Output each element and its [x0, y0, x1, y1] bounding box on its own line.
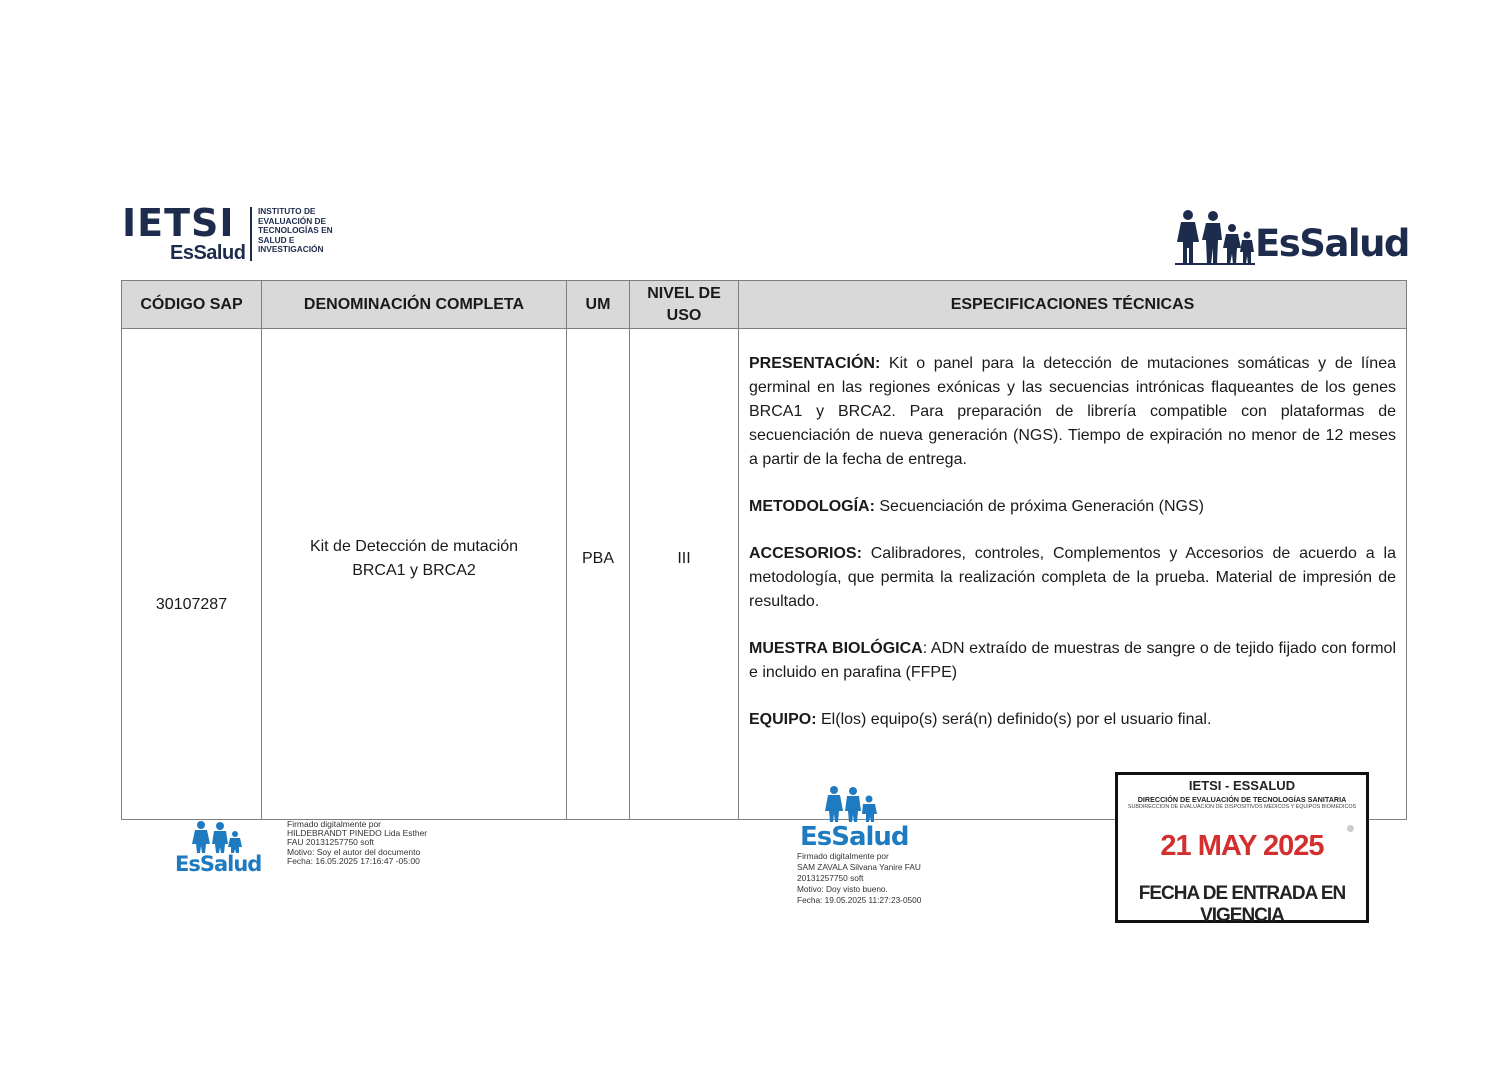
ietsi-logo-divider [250, 207, 252, 261]
essalud-logo [1175, 208, 1409, 268]
table-header-row [122, 281, 1407, 329]
spec-label: ACCESORIOS: [749, 545, 862, 562]
signature2-text [797, 851, 921, 906]
spec-text: Kit o panel para la detección de mutaciones somáticas y de línea germinal en las regiones exónicas y las secuencias intrónicas flaqueantes de los genes BRCA1 y BRCA2. Para preparación de librería compatible con plataformas de secuenciación de nueva generación (NGS). Tiempo de expiración no menor de 12 meses a partir de la fecha de entrega. [749, 355, 1396, 468]
spec-label: METODOLOGÍA: [749, 498, 875, 515]
signature-line: Firmado digitalmente por [797, 851, 889, 861]
header-codigo-sap: CÓDIGO SAP [122, 281, 262, 329]
family-figures-icon [1175, 208, 1255, 266]
signature2-logo [800, 785, 909, 853]
spec-presentacion [749, 352, 1396, 472]
spec-label: PRESENTACIÓN: [749, 355, 881, 372]
signature-line: Fecha: 19.05.2025 11:27:23-0500 [797, 895, 922, 905]
cell-codigo-sap: 30107287 [122, 329, 262, 820]
ietsi-logo-word: IETSI [122, 201, 235, 245]
denominacion-line: Kit de Detección de mutación [309, 538, 519, 555]
ietsi-logo-description [258, 207, 358, 255]
ietsi-desc-line: INSTITUTO DE [258, 206, 316, 216]
family-figures-icon [191, 820, 273, 854]
signature-line: HILDEBRANDT PINEDO Lida Esther [287, 828, 428, 839]
signature1-logo [175, 820, 262, 876]
spec-text: : ADN extraído de muestras de sangre o de tejido fijado con formol e incluido en parafina (FFPE) [749, 640, 1397, 681]
signature1-logo-word: EsSalud [175, 852, 262, 876]
ietsi-desc-line: EVALUACIÓN DE [258, 215, 327, 226]
spec-muestra-biologica [749, 637, 1396, 685]
stamp-caption: FECHA DE ENTRADA EN VIGENCIA [1138, 883, 1346, 926]
essalud-logo-word: EsSalud [1255, 222, 1409, 265]
spec-equipo [749, 708, 1396, 732]
cell-um: PBA [567, 329, 630, 820]
signature-line: Motivo: Soy el autor del documento [287, 846, 421, 857]
header-nivel-line: NIVEL DE [647, 284, 721, 302]
header-nivel-line: USO [666, 306, 702, 324]
signature-line: Firmado digitalmente por [287, 819, 382, 829]
spec-metodologia [749, 495, 1396, 519]
specifications-table [121, 280, 1407, 820]
signature-line: 20131257750 soft [797, 873, 864, 883]
header-um: UM [567, 281, 630, 329]
ietsi-logo-sub: EsSalud [170, 242, 246, 264]
stamp-title: IETSI - ESSALUD [1188, 778, 1296, 793]
header-nivel-de-uso [630, 281, 739, 329]
ietsi-logo [122, 203, 352, 265]
ietsi-desc-line: SALUD E [258, 234, 295, 245]
signature2-logo-word: EsSalud [800, 822, 909, 852]
cell-especificaciones [739, 329, 1407, 820]
denominacion-line: BRCA1 y BRCA2 [352, 562, 476, 579]
header-denominacion: DENOMINACIÓN COMPLETA [262, 281, 567, 329]
cell-denominacion [262, 329, 567, 820]
signature-line: Fecha: 16.05.2025 17:16:47 -05:00 [287, 855, 420, 866]
spec-accesorios [749, 542, 1396, 614]
spec-text: Calibradores, controles, Complementos y Accesorios de acuerdo a la metodología, que permita la realización completa de la prueba. Material de impresión de resultado. [749, 545, 1396, 610]
spec-label: EQUIPO: [749, 711, 817, 728]
signature-line: Motivo: Doy visto bueno. [797, 884, 888, 894]
cell-nivel-de-uso: III [630, 329, 739, 820]
signature-line: FAU 20131257750 soft [287, 837, 374, 848]
effective-date-stamp [1115, 772, 1369, 926]
stamp-date: 21 MAY 2025 [1160, 830, 1324, 862]
ietsi-desc-line: TECNOLOGÍAS EN [258, 225, 333, 236]
stamp-subdirection: SUBDIRECCION DE EVALUACION DE DISPOSITIVOS MEDICOS Y EQUIPOS BIOMEDICOS [1127, 804, 1357, 810]
spec-text: El(los) equipo(s) será(n) definido(s) por el usuario final. [816, 711, 1212, 728]
spec-label: MUESTRA BIOLÓGICA [749, 640, 923, 657]
stamp-direction: DIRECCIÓN DE EVALUACIÓN DE TECNOLOGÍAS SANITARIA [1137, 795, 1347, 804]
table-row [122, 329, 1407, 820]
stamp-mark [1347, 825, 1354, 832]
spec-text: Secuenciación de próxima Generación (NGS) [874, 498, 1204, 515]
family-figures-icon [824, 785, 884, 823]
ietsi-desc-line: INVESTIGACIÓN [258, 244, 324, 255]
header-especificaciones: ESPECIFICACIONES TÉCNICAS [739, 281, 1407, 329]
signature-line: SAM ZAVALA Silvana Yanire FAU [797, 862, 921, 872]
signature1-text [287, 820, 427, 866]
